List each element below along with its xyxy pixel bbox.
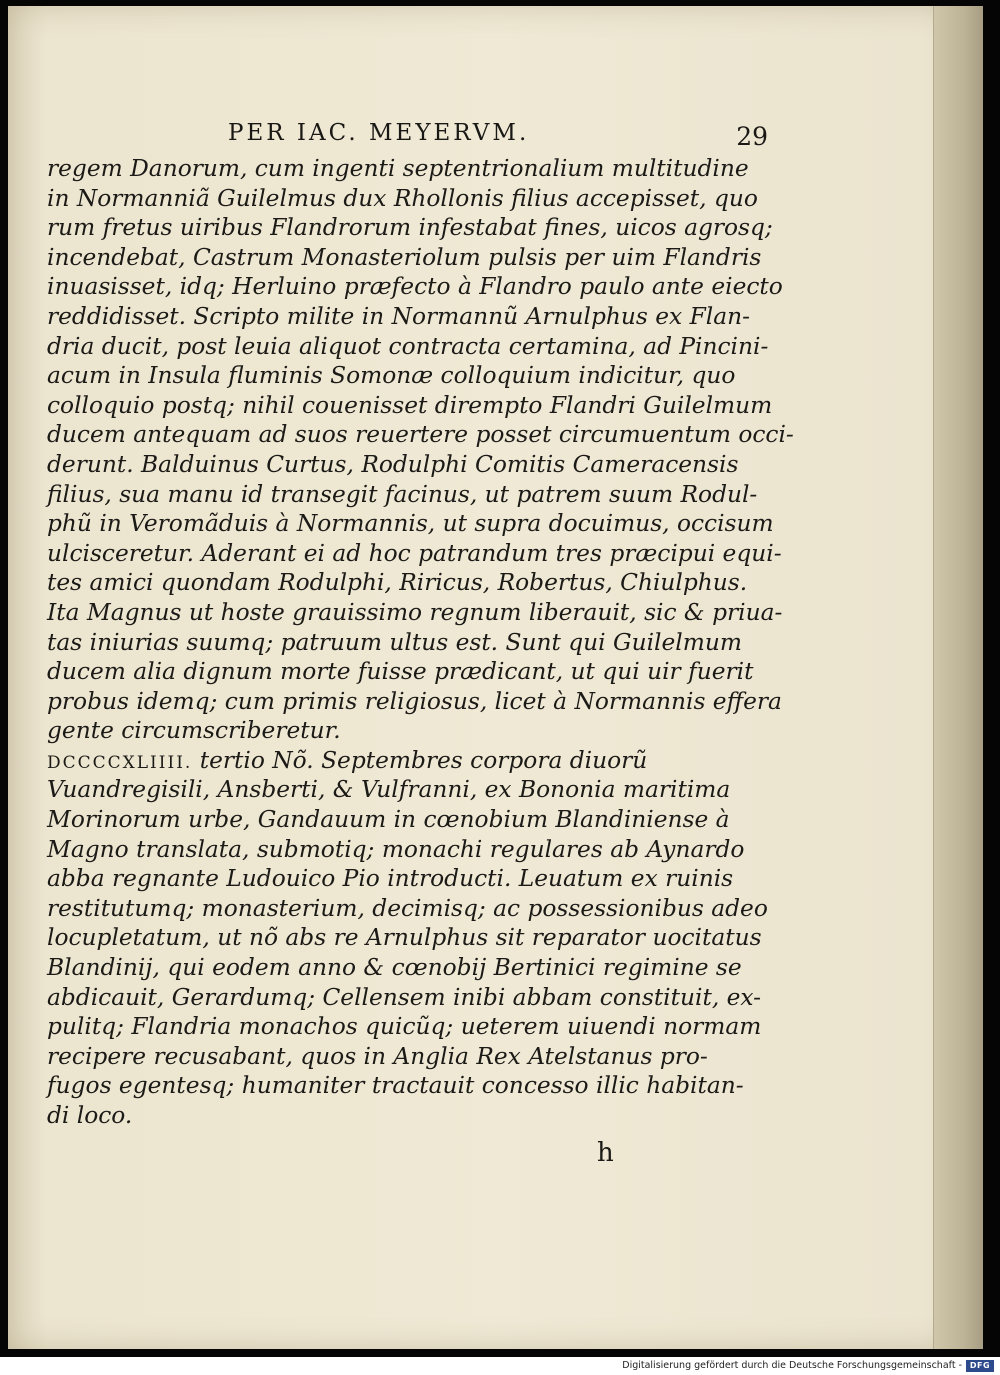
text-line: filius, sua manu id transegit facinus, ut patrem suum Rodul- [47, 480, 758, 508]
body-text [47, 154, 794, 1131]
text-line: Magno translata, submotiq; monachi regulares ab Aynardo [47, 835, 745, 863]
dfg-logo: DFG [966, 1360, 994, 1372]
text-line: recipere recusabant, quos in Anglia Rex Atelstanus pro- [47, 1042, 708, 1070]
text-line: Morinorum urbe, Gandauum in cœnobium Blandiniense à [47, 806, 730, 834]
text-line: colloquio postq; nihil couenisset dirempto Flandri Guilelmum [47, 391, 773, 419]
text-line: locupletatum, ut nõ abs re Arnulphus sit reparator uocitatus [47, 924, 762, 952]
text-line: tes amici quondam Rodulphi, Riricus, Robertus, Chiulphus. [47, 569, 748, 597]
text-line: incendebat, Castrum Monasteriolum pulsis per uim Flandris [47, 243, 762, 271]
text-line: regem Danorum, cum ingenti septentrionalium multitudine [47, 155, 749, 182]
text-line: Vuandregisili, Ansberti, & Vulfranni, ex Bononia maritima [47, 776, 731, 804]
roman-numeral-year: DCCCCXLIIII. [47, 752, 193, 773]
text-line: di loco. [47, 1102, 133, 1129]
text-line: Ita Magnus ut hoste grauissimo regnum liberauit, sic & priua- [47, 598, 783, 626]
text-line: fugos egentesq; humaniter tractauit concesso illic habitan- [47, 1072, 744, 1100]
text-line: gente circumscriberetur. [47, 717, 341, 745]
page-header [228, 120, 768, 152]
text-line: in Normanniã Guilelmus dux Rhollonis filius accepisset, quo [47, 184, 758, 212]
footer-bar [0, 1357, 1000, 1375]
signature-mark: h [597, 1138, 614, 1168]
paragraph-1 [47, 154, 794, 746]
text-line: Blandinij, qui eodem anno & cœnobij Bertinici regimine se [47, 954, 742, 982]
funding-credit: Digitalisierung gefördert durch die Deutsche Forschungsgemeinschaft - [622, 1360, 962, 1371]
text-line: abba regnante Ludouico Pio introducti. Leuatum ex ruinis [47, 865, 734, 893]
text-line-rest: tertio Nõ. Septembres corpora diuorũ [192, 746, 648, 774]
text-line: reddidisset. Scripto milite in Normannũ Arnulphus ex Flan- [47, 302, 750, 330]
text-line: phũ in Veromãduis à Normannis, ut supra docuimus, occisum [47, 510, 774, 538]
page-number: 29 [736, 122, 768, 151]
text-line [47, 746, 747, 776]
running-title: PER IAC. MEYERVM. [228, 120, 530, 146]
text-line: rum fretus uiribus Flandrorum infestabat fines, uicos agrosq; [47, 214, 773, 242]
paragraph-2 [47, 746, 768, 1131]
text-line: acum in Insula fluminis Somonæ colloquium indicitur, quo [47, 362, 736, 390]
text-line: restitutumq; monasterium, decimisq; ac possessionibus adeo [47, 894, 768, 922]
text-line: pulitq; Flandria monachos quicũq; ueterem uiuendi normam [47, 1013, 762, 1041]
text-line: dria ducit, post leuia aliquot contracta certamina, ad Pincini- [47, 332, 769, 360]
text-line: derunt. Balduinus Curtus, Rodulphi Comitis Cameracensis [47, 450, 739, 478]
text-line: abdicauit, Gerardumq; Cellensem inibi abbam constituit, ex- [47, 983, 762, 1011]
text-line: tas iniurias suumq; patruum ultus est. Sunt qui Guilelmum [47, 628, 742, 656]
text-line: ulcisceretur. Aderant ei ad hoc patrandum tres præcipui equi- [47, 539, 782, 567]
text-line: ducem alia dignum morte fuisse prædicant, ut qui uir fuerit [47, 658, 754, 686]
text-line: inuasisset, idq; Herluino præfecto à Flandro paulo ante eiecto [47, 273, 783, 301]
page-edge [933, 6, 983, 1349]
text-line: ducem antequam ad suos reuertere posset circumuentum occi- [47, 421, 794, 449]
text-line: probus idemq; cum primis religiosus, licet à Normannis effera [47, 687, 782, 715]
